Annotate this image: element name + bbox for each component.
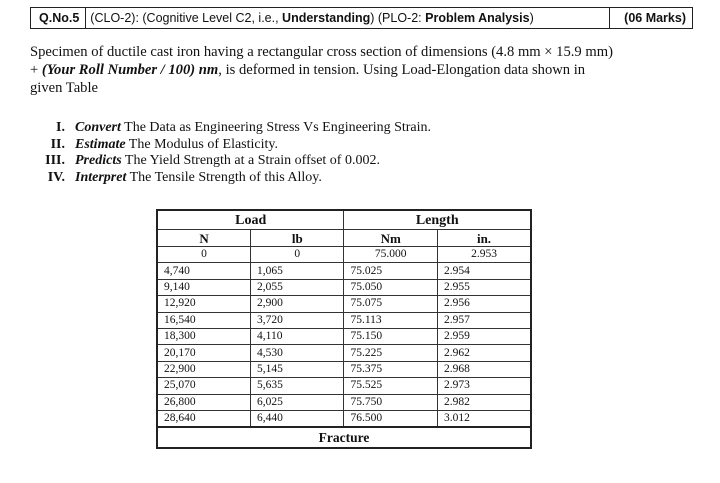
task-list — [30, 120, 431, 186]
table-cell: 75.525 — [344, 378, 438, 394]
task-verb: Interpret — [75, 169, 127, 185]
table-row — [157, 328, 531, 344]
table-cell: 5,635 — [251, 378, 344, 394]
table-row — [157, 394, 531, 410]
question-statement — [30, 43, 680, 97]
table-cell: 25,070 — [157, 378, 251, 394]
header-text-post: ) — [529, 11, 534, 25]
group-header-length: Length — [344, 210, 531, 230]
table-cell: 2.954 — [438, 263, 532, 279]
table-cell: 75.075 — [344, 296, 438, 312]
unit-header: in. — [438, 230, 532, 247]
table-cell: 75.750 — [344, 394, 438, 410]
task-item — [30, 170, 431, 187]
task-text: The Yield Strength at a Strain offset of 0.002. — [121, 153, 380, 168]
table-cell: 2,055 — [251, 279, 344, 295]
table-cell: 75.050 — [344, 279, 438, 295]
table-cell: 2.955 — [438, 279, 532, 295]
table-cell: 2,900 — [251, 296, 344, 312]
table-row — [157, 296, 531, 312]
clo-plo-info — [86, 11, 609, 25]
fracture-label: Fracture — [157, 427, 531, 448]
statement-line-3: given Table — [30, 80, 99, 96]
table-cell: 76.500 — [344, 410, 438, 427]
table-body — [157, 247, 531, 428]
task-number: I. — [56, 120, 65, 135]
header-text-mid: ) (PLO-2: — [370, 11, 426, 25]
table-cell: 2.956 — [438, 296, 532, 312]
table-row — [157, 312, 531, 328]
table-row — [157, 263, 531, 279]
table-row — [157, 410, 531, 427]
task-item — [30, 137, 431, 154]
table-cell: 20,170 — [157, 345, 251, 361]
roll-number-term: (Your Roll Number / 100) nm — [41, 62, 219, 78]
table-cell: 75.000 — [344, 247, 438, 263]
table-cell: 9,140 — [157, 279, 251, 295]
table-cell: 3.012 — [438, 410, 532, 427]
table-row — [157, 345, 531, 361]
table-cell: 16,540 — [157, 312, 251, 328]
task-item — [30, 153, 431, 170]
table-cell: 2.982 — [438, 394, 532, 410]
task-item — [30, 120, 431, 137]
task-number: IV. — [47, 169, 65, 185]
task-text: The Tensile Strength of this Alloy. — [126, 169, 322, 185]
statement-line-2 — [30, 61, 680, 79]
table-cell: 75.375 — [344, 361, 438, 377]
marks-label: (06 Marks) — [609, 8, 692, 28]
table-row — [157, 361, 531, 377]
task-verb: Convert — [75, 120, 121, 135]
table-cell: 2.973 — [438, 378, 532, 394]
cognitive-level: Understanding — [282, 11, 371, 25]
statement-line-2-pre: + — [30, 62, 42, 78]
task-number: III. — [45, 153, 65, 168]
table-cell: 5,145 — [251, 361, 344, 377]
task-text: The Modulus of Elasticity. — [125, 136, 278, 152]
table-cell: 2.957 — [438, 312, 532, 328]
statement-line-1: Specimen of ductile cast iron having a rectangular cross section of dimensions (4.8 mm × 15.9 mm) — [30, 44, 613, 60]
table-cell: 2.953 — [438, 247, 532, 263]
task-verb: Estimate — [75, 136, 126, 152]
table-row — [157, 247, 531, 263]
table-cell: 6,440 — [251, 410, 344, 427]
table-cell: 2.968 — [438, 361, 532, 377]
table-cell: 1,065 — [251, 263, 344, 279]
unit-header: N — [157, 230, 251, 247]
table-cell: 75.150 — [344, 328, 438, 344]
unit-header: Nm — [344, 230, 438, 247]
table-cell: 0 — [251, 247, 344, 263]
table-cell: 12,920 — [157, 296, 251, 312]
group-header-load: Load — [157, 210, 344, 230]
table-cell: 75.025 — [344, 263, 438, 279]
table-cell: 3,720 — [251, 312, 344, 328]
load-elongation-table — [156, 209, 532, 449]
table-cell: 4,740 — [157, 263, 251, 279]
table-cell: 4,110 — [251, 328, 344, 344]
table-cell: 4,530 — [251, 345, 344, 361]
table-row — [157, 378, 531, 394]
table-cell: 75.225 — [344, 345, 438, 361]
table-cell: 0 — [157, 247, 251, 263]
plo-name: Problem Analysis — [425, 11, 530, 25]
table-cell: 2.962 — [438, 345, 532, 361]
table-cell: 2.959 — [438, 328, 532, 344]
unit-header: lb — [251, 230, 344, 247]
task-number: II. — [50, 136, 65, 152]
table-cell: 75.113 — [344, 312, 438, 328]
table-cell: 26,800 — [157, 394, 251, 410]
table-cell: 22,900 — [157, 361, 251, 377]
task-text: The Data as Engineering Stress Vs Engineering Strain. — [120, 120, 432, 135]
table-cell: 18,300 — [157, 328, 251, 344]
table-cell: 6,025 — [251, 394, 344, 410]
header-text-pre: (CLO-2): (Cognitive Level C2, i.e., — [90, 11, 283, 25]
table-row — [157, 279, 531, 295]
table-cell: 28,640 — [157, 410, 251, 427]
statement-line-2-post: , is deformed in tension. Using Load-Elongation data shown in — [218, 62, 586, 78]
question-number: Q.No.5 — [31, 8, 86, 28]
task-verb: Predicts — [75, 153, 122, 168]
question-header — [30, 7, 693, 29]
